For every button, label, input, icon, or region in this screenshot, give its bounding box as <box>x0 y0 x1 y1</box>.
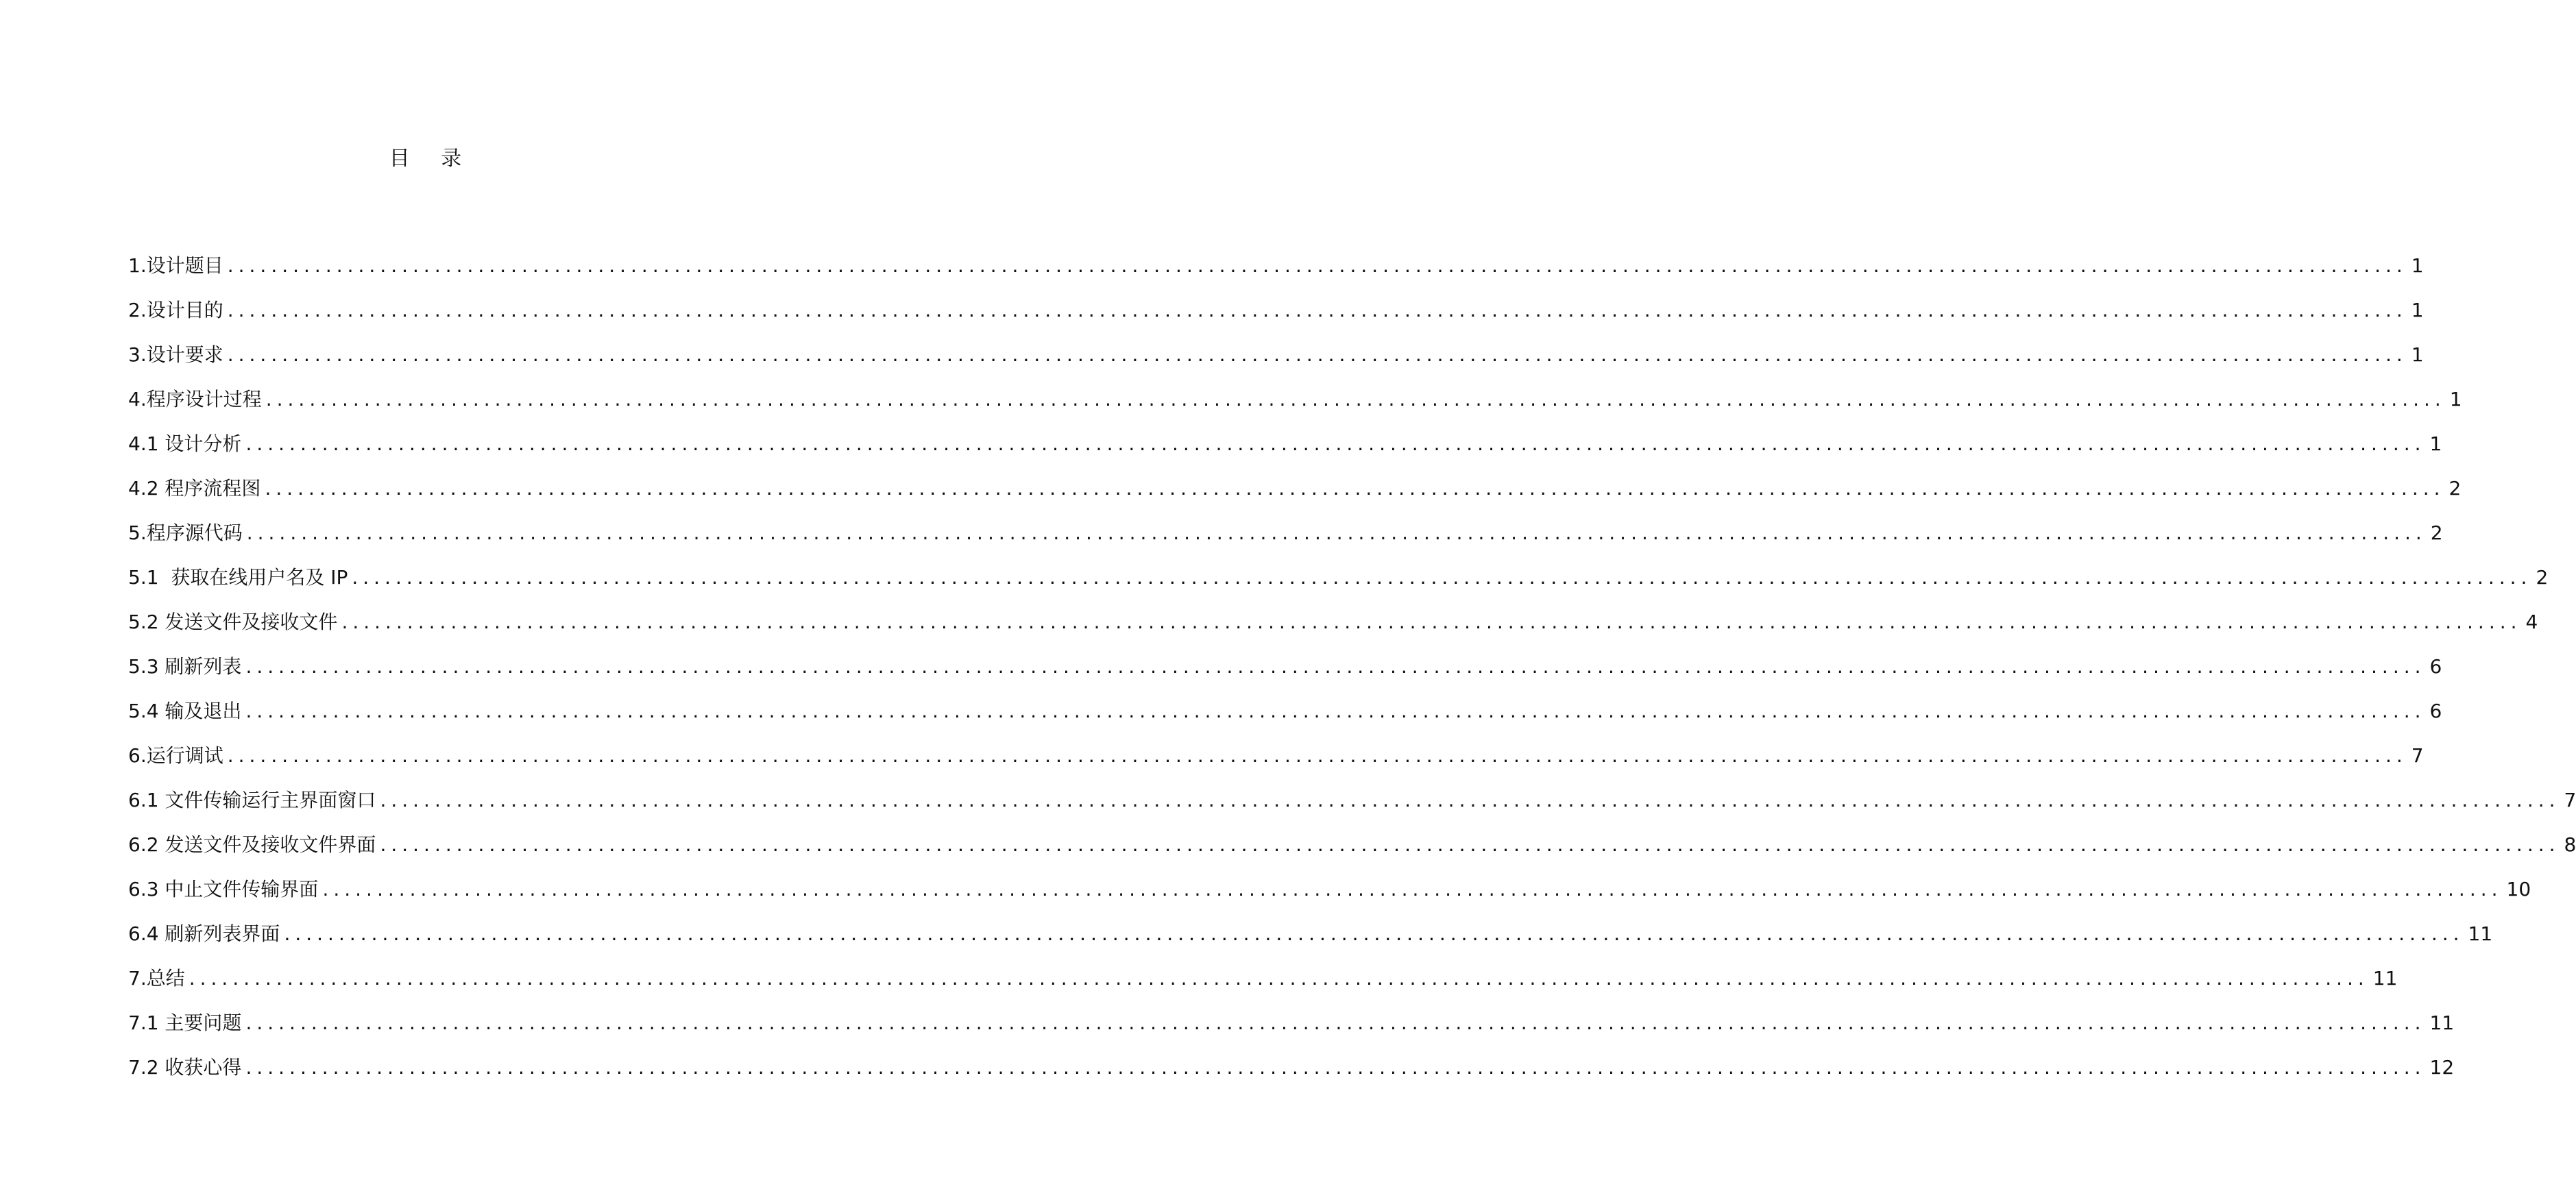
toc-entry-label: 5.4 输及退出 <box>128 700 242 722</box>
toc-dot-leader: ........................................................................................................................................................................................................ <box>380 789 2560 811</box>
toc-entry-label: 3.设计要求 <box>128 343 223 366</box>
toc-entry-page-number: 4 <box>2525 611 2538 633</box>
toc-entry-label: 6.3 中止文件传输界面 <box>128 878 319 900</box>
toc-entry[interactable] <box>128 1037 2455 1081</box>
toc-dot-leader: ........................................................................................................................................................................................................ <box>341 611 2522 633</box>
toc-dot-leader: ........................................................................................................................................................................................................ <box>322 878 2503 900</box>
toc-entry-label: 6.4 刷新列表界面 <box>128 922 280 945</box>
toc-dot-leader: ........................................................................................................................................................................................................ <box>245 1011 2426 1034</box>
toc-entry-page-number: 7 <box>2564 789 2576 811</box>
toc-entry-page-number: 1 <box>2411 299 2424 321</box>
toc-entry-page-number: 11 <box>2429 1011 2455 1034</box>
toc-dot-leader: ........................................................................................................................................................................................................ <box>265 388 2446 410</box>
toc-entry-label: 1.设计题目 <box>128 254 223 277</box>
toc-entry-label: 6.1 文件传输运行主界面窗口 <box>128 789 376 811</box>
toc-dot-leader: ........................................................................................................................................................................................................ <box>189 967 2369 990</box>
toc-dot-leader: ........................................................................................................................................................................................................ <box>352 566 2532 589</box>
toc-entry-label: 6.2 发送文件及接收文件界面 <box>128 833 376 856</box>
toc-entry-label: 5.1 获取在线用户名及 IP <box>128 566 348 589</box>
toc-entry-label: 4.2 程序流程图 <box>128 477 261 500</box>
toc-entry[interactable] <box>128 502 2443 547</box>
toc-entry-label: 5.2 发送文件及接收文件 <box>128 611 338 633</box>
toc-dot-leader: ........................................................................................................................................................................................................ <box>245 700 2426 722</box>
toc-title: 目 录 <box>389 147 474 171</box>
toc-entry-page-number: 2 <box>2449 477 2462 500</box>
toc-dot-leader: ........................................................................................................................................................................................................ <box>246 522 2427 544</box>
toc-entry-label: 7.2 收获心得 <box>128 1056 242 1079</box>
toc-entry-page-number: 6 <box>2429 655 2442 678</box>
toc-dot-leader: ........................................................................................................................................................................................................ <box>227 744 2407 767</box>
toc-entry[interactable] <box>128 680 2442 725</box>
toc-entry-page-number: 7 <box>2411 744 2424 767</box>
toc-entry[interactable] <box>128 413 2442 458</box>
toc-dot-leader: ........................................................................................................................................................................................................ <box>227 254 2407 277</box>
toc-entry[interactable] <box>128 280 2424 324</box>
toc-entry-page-number: 1 <box>2411 343 2424 366</box>
toc-dot-leader: ........................................................................................................................................................................................................ <box>227 343 2407 366</box>
toc-dot-leader: ........................................................................................................................................................................................................ <box>380 833 2560 856</box>
toc-entry-label: 6.运行调试 <box>128 744 223 767</box>
toc-entry[interactable] <box>128 324 2424 369</box>
toc-dot-leader: ........................................................................................................................................................................................................ <box>265 477 2445 500</box>
toc-dot-leader: ........................................................................................................................................................................................................ <box>284 922 2464 945</box>
toc-dot-leader: ........................................................................................................................................................................................................ <box>245 1056 2426 1079</box>
toc-entry[interactable] <box>128 591 2538 636</box>
toc-entry-page-number: 10 <box>2506 878 2531 900</box>
toc-entry-page-number: 11 <box>2468 922 2493 945</box>
toc-entry-page-number: 8 <box>2564 833 2576 856</box>
toc-dot-leader: ........................................................................................................................................................................................................ <box>227 299 2407 321</box>
toc-entry-page-number: 1 <box>2449 388 2462 410</box>
toc-entry-label: 2.设计目的 <box>128 299 223 321</box>
toc-entry[interactable] <box>128 636 2442 680</box>
toc-entry-label: 4.1 设计分析 <box>128 432 242 455</box>
toc-entry-label: 5.3 刷新列表 <box>128 655 242 678</box>
toc-entry[interactable] <box>128 903 2493 948</box>
toc-entry-label: 7.1 主要问题 <box>128 1011 242 1034</box>
toc-entry[interactable] <box>128 235 2424 280</box>
toc-entry-label: 5.程序源代码 <box>128 522 243 544</box>
toc-entry-label: 7.总结 <box>128 967 185 990</box>
toc-entry-page-number: 6 <box>2429 700 2442 722</box>
toc-entry-page-number: 1 <box>2411 254 2424 277</box>
toc-entry[interactable] <box>128 814 2576 859</box>
toc-dot-leader: ........................................................................................................................................................................................................ <box>245 655 2426 678</box>
toc-entry-page-number: 11 <box>2372 967 2398 990</box>
toc-entry-label: 4.程序设计过程 <box>128 388 262 410</box>
toc-entry[interactable] <box>128 948 2398 992</box>
toc-entry-page-number: 2 <box>2430 522 2443 544</box>
toc-entry[interactable] <box>128 725 2424 770</box>
toc-entry-page-number: 1 <box>2429 432 2442 455</box>
toc-entry[interactable] <box>128 369 2462 413</box>
toc-entry[interactable] <box>128 859 2531 903</box>
toc-dot-leader: ........................................................................................................................................................................................................ <box>245 432 2426 455</box>
toc-entry[interactable] <box>128 547 2549 591</box>
toc-entry[interactable] <box>128 992 2455 1037</box>
toc-entry-page-number: 12 <box>2429 1056 2455 1079</box>
table-of-contents <box>128 235 2576 1081</box>
toc-entry[interactable] <box>128 458 2462 502</box>
toc-entry[interactable] <box>128 770 2576 814</box>
toc-entry-page-number: 2 <box>2536 566 2549 589</box>
